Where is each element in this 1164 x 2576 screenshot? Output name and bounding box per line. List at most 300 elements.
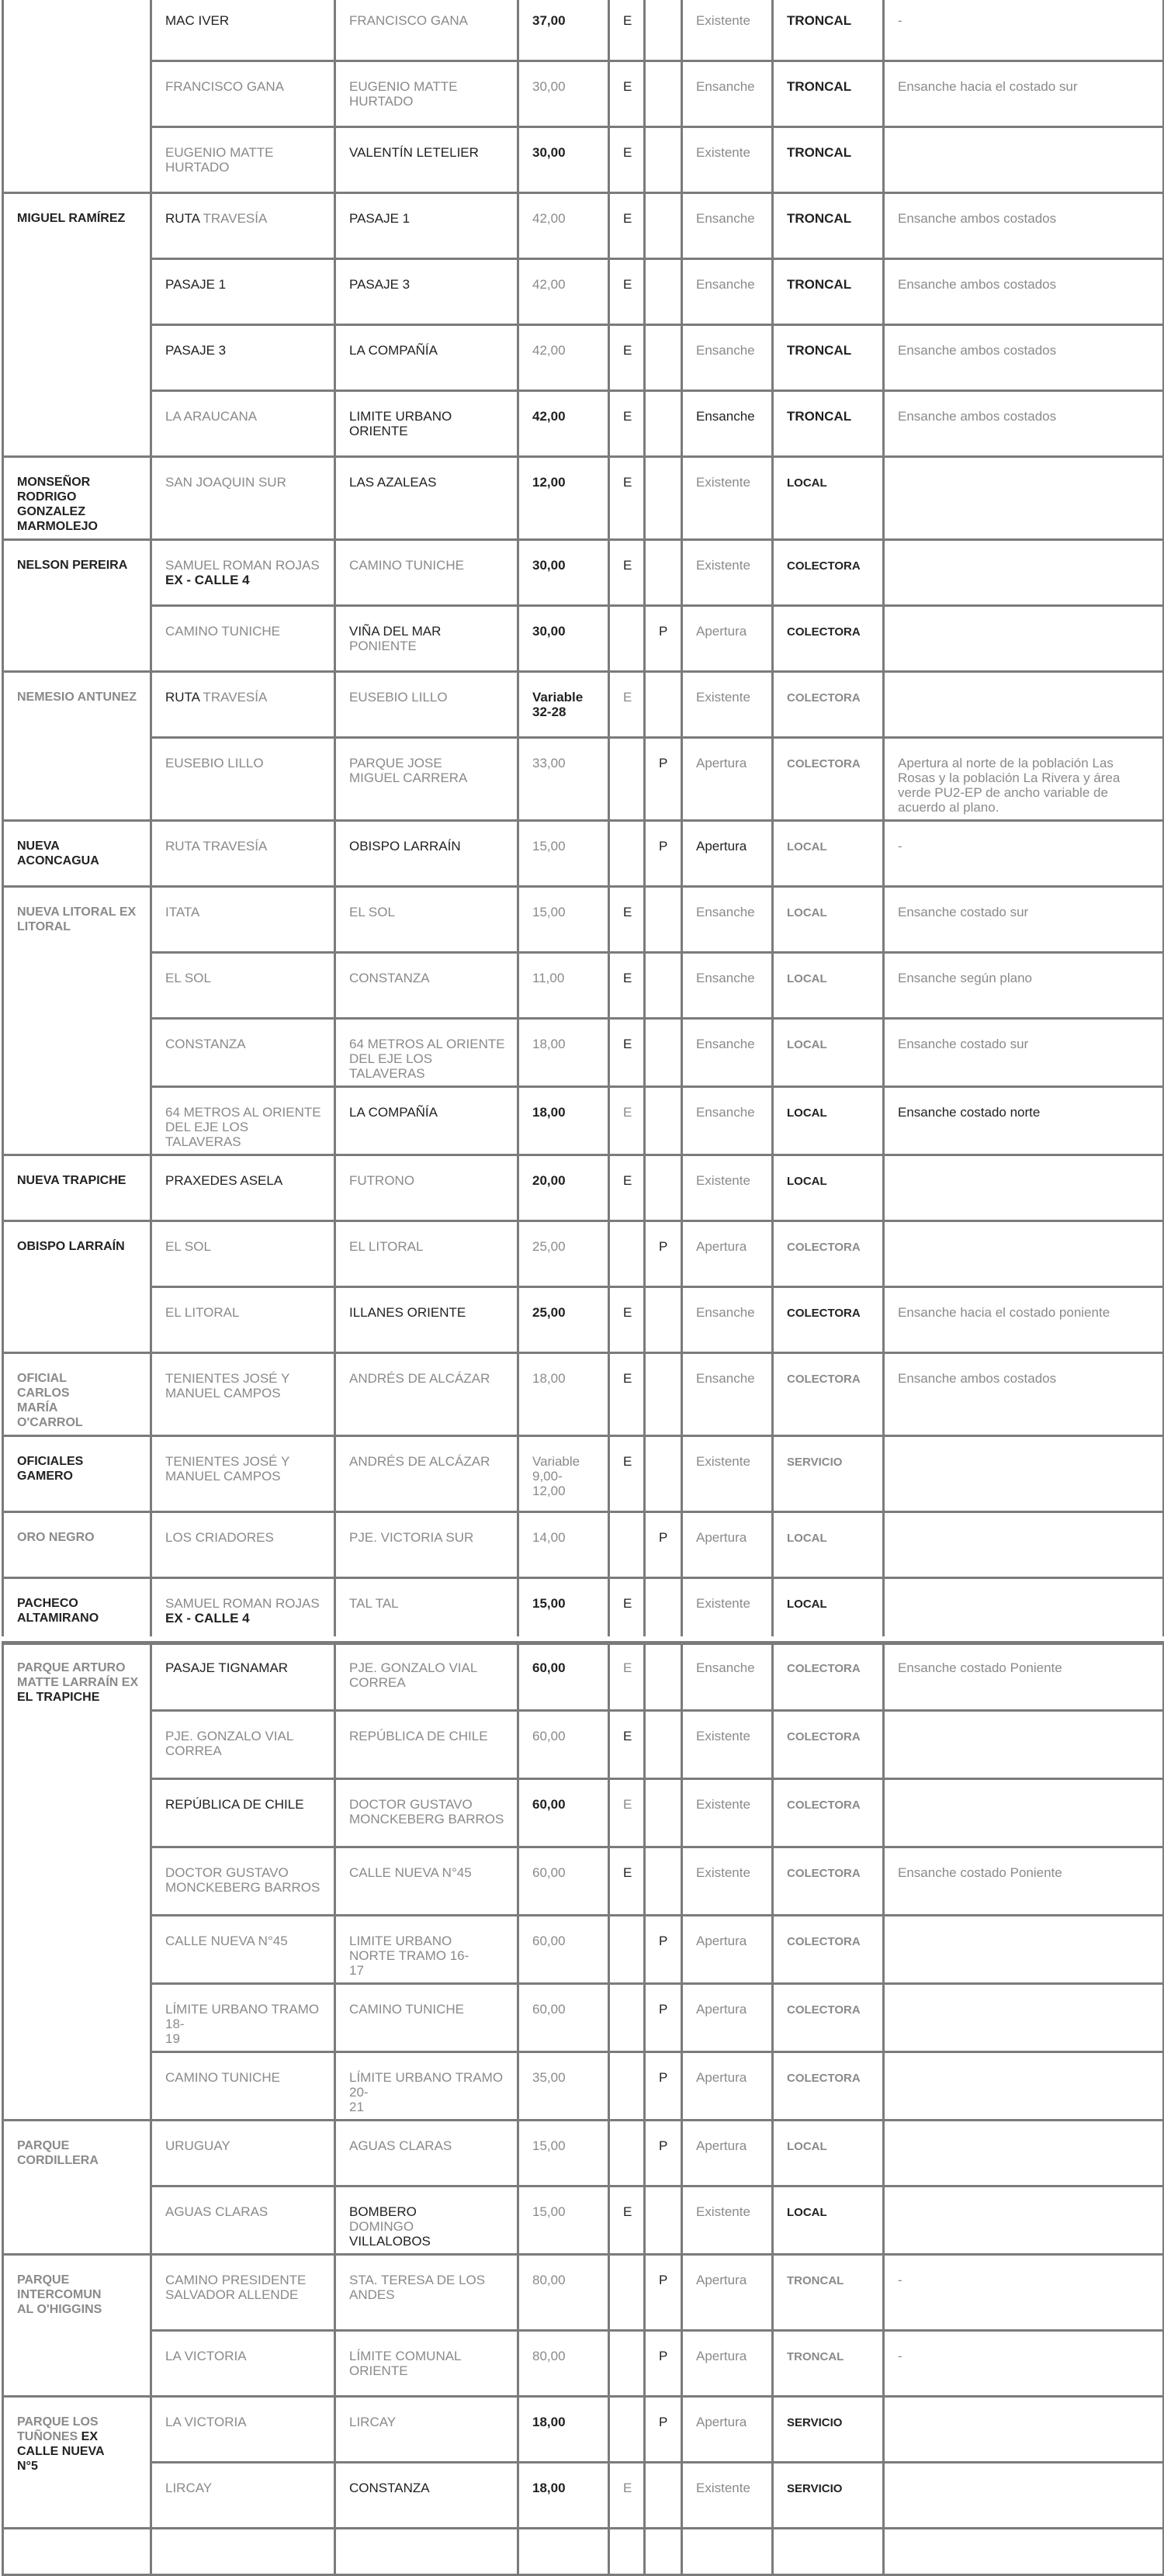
category-cell: [773, 2255, 884, 2331]
width-cell: [518, 325, 609, 391]
category-cell: [773, 821, 884, 887]
text-value: 18,00: [532, 1371, 566, 1386]
text-value: 60,00: [532, 1797, 566, 1812]
table-row: [3, 1287, 1164, 1353]
existing-mark-cell: [609, 2463, 645, 2529]
text-value: Existente: [696, 1797, 750, 1812]
to-cell: [335, 2121, 518, 2186]
observation-cell: [884, 1512, 1164, 1578]
table-row: [3, 1512, 1164, 1578]
from-cell: [151, 193, 335, 259]
observation-cell: [884, 2397, 1164, 2463]
table-row: [3, 391, 1164, 457]
projected-mark-cell: [645, 1779, 682, 1847]
to-cell: [335, 887, 518, 953]
text-value: SERVICIO: [787, 1456, 843, 1469]
text-value: Apertura: [696, 624, 747, 639]
text-run: RUTA TRAVESÍA: [165, 839, 268, 853]
street-name-cell: [3, 457, 151, 540]
text-value: 15,00: [532, 839, 566, 853]
to-cell: [335, 259, 518, 325]
street-name-cell: [3, 540, 151, 672]
text-value: 42,00: [532, 277, 566, 292]
existing-mark-cell: [609, 61, 645, 127]
width-cell: [518, 457, 609, 540]
from-cell: [151, 1436, 335, 1512]
street-name-cell: [3, 1512, 151, 1578]
from-cell: [151, 2121, 335, 2186]
projected-mark-cell: [645, 821, 682, 887]
width-cell: [518, 1916, 609, 1984]
text-value: Ensanche costado sur: [898, 905, 1029, 919]
projected-mark-cell: [645, 953, 682, 1019]
from-cell: [151, 606, 335, 672]
projected-mark-cell: [645, 540, 682, 606]
text-value: Ensanche: [696, 211, 755, 226]
state-cell: [682, 2052, 773, 2121]
text-value: Ensanche: [696, 1660, 755, 1675]
category-cell: [773, 1019, 884, 1087]
text-value: TRONCAL: [787, 343, 852, 358]
existing-mark-cell: [609, 2331, 645, 2397]
text-value: 30,00: [532, 145, 566, 160]
category-cell: [773, 606, 884, 672]
text-value: Ensanche costado Poniente: [898, 1660, 1062, 1675]
text-value: Ensanche: [696, 1371, 755, 1386]
text-value: Apertura: [696, 2415, 747, 2429]
existing-mark-cell: [609, 540, 645, 606]
text-value: Apertura: [696, 839, 747, 853]
text-run: CONSTANZA: [165, 1037, 246, 1051]
table-row: [3, 457, 1164, 540]
existing-mark-cell: [609, 2397, 645, 2463]
text-run: AGUAS CLARAS: [349, 2138, 452, 2153]
category-cell: [773, 540, 884, 606]
text-run: EX - CALLE 4: [165, 573, 250, 587]
text-run: NEMESIO ANTUNEZ: [17, 691, 137, 704]
text-value: 37,00: [532, 13, 566, 28]
text-value: LOCAL: [787, 1106, 827, 1120]
existing-mark: E: [623, 905, 632, 919]
observation-cell: [884, 1711, 1164, 1779]
text-value: Ensanche: [696, 277, 755, 292]
street-name-cell: [3, 1221, 151, 1353]
text-value: Variable 9,00- 12,00: [532, 1454, 580, 1498]
from-cell: [151, 1578, 335, 1644]
width-cell: [518, 1019, 609, 1087]
projected-mark-cell: [645, 61, 682, 127]
existing-mark-cell: [609, 457, 645, 540]
width-cell: [518, 1984, 609, 2052]
table-row: [3, 2397, 1164, 2463]
existing-mark-cell: [609, 2121, 645, 2186]
category-cell: [773, 259, 884, 325]
width-cell: [518, 61, 609, 127]
text-run: VALENTÍN LETELIER: [349, 145, 479, 160]
from-cell: [151, 540, 335, 606]
existing-mark-cell: [609, 2255, 645, 2331]
observation-cell: [884, 1984, 1164, 2052]
text-value: Ensanche: [696, 409, 755, 424]
text-value: COLECTORA: [787, 2072, 861, 2085]
to-cell: [335, 1711, 518, 1779]
text-value: 60,00: [532, 1660, 566, 1675]
projected-mark-cell: [645, 1353, 682, 1436]
text-value: 25,00: [532, 1239, 566, 1254]
state-cell: [682, 1436, 773, 1512]
to-cell: [335, 738, 518, 821]
projected-mark-cell: [645, 1221, 682, 1287]
text-run: OBISPO LARRAÍN: [349, 839, 461, 853]
text-value: 35,00: [532, 2070, 566, 2085]
text-value: 30,00: [532, 624, 566, 639]
state-cell: [682, 887, 773, 953]
street-table-upper: [2, 0, 1164, 1645]
table-row: [3, 1019, 1164, 1087]
observation-cell: [884, 2463, 1164, 2529]
existing-mark-cell: [609, 738, 645, 821]
to-cell: [335, 2255, 518, 2331]
from-cell: [151, 1916, 335, 1984]
from-cell: [151, 1984, 335, 2052]
observation-cell: [884, 0, 1164, 61]
state-cell: [682, 61, 773, 127]
table-row: [3, 193, 1164, 259]
text-run: EUSEBIO LILLO: [165, 756, 264, 770]
text-value: LOCAL: [787, 476, 827, 490]
state-cell: [682, 672, 773, 738]
state-cell: [682, 540, 773, 606]
from-cell: [151, 2331, 335, 2397]
width-cell: [518, 672, 609, 738]
text-value: Variable 32-28: [532, 690, 584, 719]
text-value: Ensanche ambos costados: [898, 343, 1057, 358]
width-cell: [518, 193, 609, 259]
table-row: [3, 1847, 1164, 1916]
text-value: COLECTORA: [787, 625, 861, 639]
table-row: [3, 606, 1164, 672]
projected-mark: P: [659, 2070, 668, 2085]
observation-cell: [884, 1779, 1164, 1847]
text-value: Existente: [696, 475, 750, 490]
text-run: PASAJE 1: [349, 211, 411, 226]
projected-mark-cell: [645, 1847, 682, 1916]
width-cell: [518, 1155, 609, 1221]
text-run: NELSON PEREIRA: [17, 559, 128, 572]
text-run: ANDRÉS DE ALCÁZAR: [349, 1454, 490, 1469]
category-cell: [773, 2186, 884, 2255]
width-cell: [518, 1353, 609, 1436]
category-cell: [773, 127, 884, 193]
state-cell: [682, 738, 773, 821]
state-cell: [682, 1984, 773, 2052]
street-name-cell: [3, 2121, 151, 2255]
text-value: 18,00: [532, 2415, 566, 2429]
to-cell: [335, 1578, 518, 1644]
text-value: 42,00: [532, 343, 566, 358]
text-value: Ensanche ambos costados: [898, 409, 1057, 424]
existing-mark: E: [623, 409, 632, 424]
projected-mark-cell: [645, 2255, 682, 2331]
table-row: [3, 1916, 1164, 1984]
text-run: PARQUE CORDILLERA: [17, 2139, 99, 2167]
text-value: Ensanche: [696, 1037, 755, 1051]
existing-mark-cell: [609, 1436, 645, 1512]
existing-mark: E: [623, 971, 632, 985]
existing-mark-cell: [609, 1019, 645, 1087]
to-cell: [335, 457, 518, 540]
width-cell: [518, 2463, 609, 2529]
text-value: 60,00: [532, 1865, 566, 1880]
text-value: Existente: [696, 2204, 750, 2219]
table-row: [3, 672, 1164, 738]
existing-mark: E: [623, 2204, 632, 2219]
text-run: LA VICTORIA: [165, 2415, 247, 2429]
text-run: DOCTOR GUSTAVO MONCKEBERG BARROS: [165, 1865, 320, 1895]
text-run: EL LITORAL: [165, 1305, 240, 1320]
existing-mark-cell: [609, 1221, 645, 1287]
observation-cell: [884, 1353, 1164, 1436]
observation-cell: [884, 325, 1164, 391]
projected-mark: P: [659, 2349, 668, 2363]
projected-mark-cell: [645, 1916, 682, 1984]
text-value: Ensanche hacia el costado poniente: [898, 1305, 1110, 1320]
state-cell: [682, 2463, 773, 2529]
existing-mark: E: [623, 1037, 632, 1051]
text-run: DOMINGO: [349, 2219, 414, 2234]
observation-cell: [884, 2121, 1164, 2186]
observation-cell: [884, 2331, 1164, 2397]
to-cell: [335, 1847, 518, 1916]
to-cell: [335, 672, 518, 738]
table-row: [3, 259, 1164, 325]
text-run: LAS AZALEAS: [349, 475, 437, 490]
to-cell: [335, 1779, 518, 1847]
text-run: AGUAS CLARAS: [165, 2204, 268, 2219]
text-value: Existente: [696, 1454, 750, 1469]
projected-mark-cell: [645, 193, 682, 259]
existing-mark: E: [623, 2481, 632, 2495]
width-cell: [518, 2121, 609, 2186]
category-cell: [773, 2121, 884, 2186]
existing-mark-cell: [609, 672, 645, 738]
table-row: [3, 1984, 1164, 2052]
text-value: LOCAL: [787, 2140, 827, 2153]
observation-cell: [884, 1436, 1164, 1512]
to-cell: [335, 953, 518, 1019]
existing-mark: E: [623, 1865, 632, 1880]
width-cell: [518, 1711, 609, 1779]
observation-cell: [884, 887, 1164, 953]
projected-mark-cell: [645, 1512, 682, 1578]
table-row: [3, 1353, 1164, 1436]
from-cell: [151, 1155, 335, 1221]
text-run: CAMINO TUNICHE: [165, 624, 280, 639]
category-cell: [773, 1578, 884, 1644]
category-cell: [773, 1984, 884, 2052]
from-cell: [151, 2052, 335, 2121]
state-cell: [682, 953, 773, 1019]
state-cell: [682, 1711, 773, 1779]
text-value: LOCAL: [787, 840, 827, 853]
from-cell: [151, 1019, 335, 1087]
observation-cell: [884, 540, 1164, 606]
state-cell: [682, 2397, 773, 2463]
table-row: [3, 2255, 1164, 2331]
from-cell: [151, 821, 335, 887]
projected-mark-cell: [645, 1984, 682, 2052]
existing-mark-cell: [609, 1578, 645, 1644]
text-value: COLECTORA: [787, 757, 861, 770]
width-cell: [518, 2331, 609, 2397]
projected-mark-cell: [645, 1578, 682, 1644]
text-run: 64 METROS AL ORIENTE DEL EJE LOS TALAVERAS: [349, 1037, 505, 1081]
table-row: [3, 540, 1164, 606]
text-run: VILLALOBOS: [349, 2234, 431, 2249]
existing-mark: E: [623, 13, 632, 28]
text-value: TRONCAL: [787, 409, 852, 424]
existing-mark-cell: [609, 1512, 645, 1578]
state-cell: [682, 259, 773, 325]
text-run: BOMBERO: [349, 2204, 417, 2219]
text-value: Existente: [696, 13, 750, 28]
category-cell: [773, 2463, 884, 2529]
text-value: 80,00: [532, 2273, 566, 2287]
state-cell: [682, 1087, 773, 1155]
category-cell: [773, 0, 884, 61]
existing-mark-cell: [609, 1087, 645, 1155]
text-value: Ensanche: [696, 79, 755, 94]
text-value: 25,00: [532, 1305, 566, 1320]
text-run: CAMINO TUNICHE: [349, 2002, 464, 2017]
text-value: 60,00: [532, 1934, 566, 1948]
text-run: OFICIALES GAMERO: [17, 1455, 84, 1483]
text-value: Existente: [696, 1865, 750, 1880]
from-cell: [151, 1779, 335, 1847]
text-value: 33,00: [532, 756, 566, 770]
width-cell: [518, 2397, 609, 2463]
text-value: TRONCAL: [787, 13, 852, 28]
text-value: 11,00: [532, 971, 565, 985]
state-cell: [682, 1287, 773, 1353]
text-value: 42,00: [532, 409, 566, 424]
text-run: VIÑA DEL MAR: [349, 624, 442, 639]
text-run: EX CALLE NUEVA N°5: [17, 2430, 105, 2473]
projected-mark-cell: [645, 887, 682, 953]
text-run: NUEVA LITORAL EX LITORAL: [17, 905, 137, 933]
from-cell: [151, 127, 335, 193]
width-cell: [518, 953, 609, 1019]
text-value: 30,00: [532, 79, 566, 94]
observation-cell: [884, 2255, 1164, 2331]
existing-mark-cell: [609, 1984, 645, 2052]
projected-mark-cell: [645, 606, 682, 672]
width-cell: [518, 2052, 609, 2121]
text-run: EL TRAPICHE: [17, 1691, 100, 1704]
width-cell: [518, 1847, 609, 1916]
state-cell: [682, 127, 773, 193]
table-row: [3, 325, 1164, 391]
text-value: Existente: [696, 1729, 750, 1743]
existing-mark: E: [623, 211, 632, 226]
from-cell: [151, 1353, 335, 1436]
table-row: [3, 738, 1164, 821]
category-cell: [773, 391, 884, 457]
text-value: LOCAL: [787, 1175, 827, 1188]
table-row: [3, 821, 1164, 887]
text-run: EUGENIO MATTE HURTADO: [165, 145, 274, 175]
to-cell: [335, 193, 518, 259]
text-value: SERVICIO: [787, 2482, 843, 2495]
text-value: Apertura: [696, 756, 747, 770]
text-run: LÍMITE URBANO TRAMO 20- 21: [349, 2070, 504, 2114]
from-cell: [151, 2529, 335, 2575]
text-run: MAC IVER: [165, 13, 230, 28]
to-cell: [335, 540, 518, 606]
text-run: CONSTANZA: [349, 971, 430, 985]
street-name-cell: [3, 2255, 151, 2397]
to-cell: [335, 61, 518, 127]
text-run: EUGENIO MATTE HURTADO: [349, 79, 458, 109]
width-cell: [518, 1512, 609, 1578]
text-run: ANDRÉS DE ALCÁZAR: [349, 1371, 490, 1386]
projected-mark-cell: [645, 2052, 682, 2121]
text-run: LIMITE URBANO NORTE TRAMO 16- 17: [349, 1934, 469, 1978]
to-cell: [335, 1287, 518, 1353]
text-run: EL LITORAL: [349, 1239, 424, 1254]
state-cell: [682, 391, 773, 457]
to-cell: [335, 1087, 518, 1155]
existing-mark-cell: [609, 1847, 645, 1916]
category-cell: [773, 193, 884, 259]
to-cell: [335, 127, 518, 193]
text-value: TRONCAL: [787, 277, 852, 292]
street-table-lower: [2, 1641, 1164, 2576]
projected-mark-cell: [645, 391, 682, 457]
to-cell: [335, 391, 518, 457]
table-row: [3, 2331, 1164, 2397]
text-value: 60,00: [532, 2002, 566, 2017]
existing-mark-cell: [609, 1711, 645, 1779]
existing-mark: E: [623, 1797, 632, 1812]
text-value: Existente: [696, 558, 750, 573]
to-cell: [335, 1512, 518, 1578]
to-cell: [335, 821, 518, 887]
observation-cell: [884, 1643, 1164, 1711]
width-cell: [518, 887, 609, 953]
projected-mark-cell: [645, 1287, 682, 1353]
projected-mark-cell: [645, 2529, 682, 2575]
existing-mark-cell: [609, 1287, 645, 1353]
text-value: Ensanche costado norte: [898, 1105, 1041, 1120]
observation-cell: [884, 738, 1164, 821]
observation-cell: [884, 1155, 1164, 1221]
text-value: LOCAL: [787, 2206, 827, 2219]
projected-mark-cell: [645, 325, 682, 391]
text-value: LOCAL: [787, 1038, 827, 1051]
to-cell: [335, 1155, 518, 1221]
text-run: CAMINO TUNICHE: [349, 558, 464, 573]
text-run: PONIENTE: [349, 639, 417, 653]
from-cell: [151, 953, 335, 1019]
text-value: 18,00: [532, 1105, 566, 1120]
projected-mark-cell: [645, 0, 682, 61]
observation-cell: [884, 953, 1164, 1019]
text-value: LOCAL: [787, 1598, 827, 1611]
text-run: CAMINO PRESIDENTE SALVADOR ALLENDE: [165, 2273, 307, 2302]
text-value: Apertura: [696, 1530, 747, 1545]
observation-cell: [884, 606, 1164, 672]
